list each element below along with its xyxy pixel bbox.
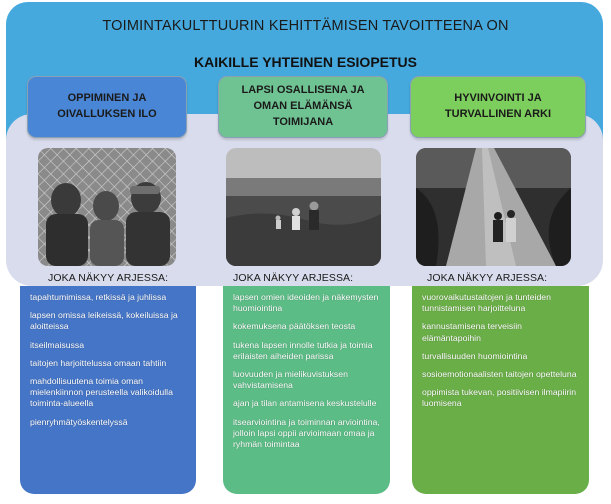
goal-label: OPPIMINEN JA OIVALLUKSEN ILO [57,92,157,120]
goal-box-participation [218,76,388,138]
goal-box-learning [27,76,187,138]
sub-title: KAIKILLE YHTEINEN ESIOPETUS [194,54,417,70]
list-item: turvallisuuden huomiointina [422,350,528,361]
goal-label: LAPSI OSALLISENA JA OMAN ELÄMÄNSÄ TOIMIJANA [241,84,365,128]
main-title: TOIMINTAKULTTUURIN KEHITTÄMISEN TAVOITTEENA ON [102,18,509,34]
list-item: itseilmaisussa [30,339,85,350]
list-item: luovuuden ja mielikuvistuksen vahvistamisena [233,369,348,391]
panel-participation [223,286,390,494]
photo-children-at-fence [38,148,176,266]
item-list [422,292,581,410]
list-item: tukena lapsen innolle tutkia ja toimia erilaisten aiheiden parissa [233,339,373,361]
list-item: taitojen harjoittelussa omaan tahtiin [30,357,167,368]
panel-learning [20,286,196,494]
list-item: ajan ja tilan antamisena keskustelulle [233,398,377,409]
list-item: lapsen omien ideoiden ja näkemysten huomiointina [233,292,379,314]
list-item: oppimista tukevan, positiivisen ilmapiirin luomisena [422,387,577,409]
column-label: JOKA NÄKYY ARJESSA: [427,272,548,284]
panel-wellbeing [412,286,589,494]
list-item: kannustamisena terveisiin elämäntapoihin [422,321,522,343]
column-label: JOKA NÄKYY ARJESSA: [233,272,354,284]
list-item: mahdollisuutena toimia oman mielenkiinnon perusteella valikoidulla toiminta-alueella [30,376,173,409]
list-item: tapahtumimissa, retkissä ja juhlissa [30,292,167,302]
photo-children-on-road [416,148,571,266]
photo-children-in-field [226,148,381,266]
column-label: JOKA NÄKYY ARJESSA: [48,272,169,284]
list-item: sosioemotionaalisten taitojen opetteluna [422,369,577,380]
goal-label: HYVINVOINTI JA TURVALLINEN ARKI [444,92,552,120]
goal-box-wellbeing [410,76,586,138]
list-item: lapsen omissa leikeissä, kokeiluissa ja aloitteissa [30,310,178,332]
list-item: itsearviointina ja toiminnan arviointina, jolloin lapsi oppii arvioimaan omaa ja ryhmän toimintaa [233,416,380,450]
item-list [30,292,188,428]
list-item: kokemuksena päätöksen teosta [233,321,356,332]
list-item: vuorovaikutustaitojen ja tunteiden tunnistamisen harjoitteluna [422,292,551,314]
list-item: pienryhmätyöskentelyssä [30,416,128,427]
item-list [233,292,382,450]
